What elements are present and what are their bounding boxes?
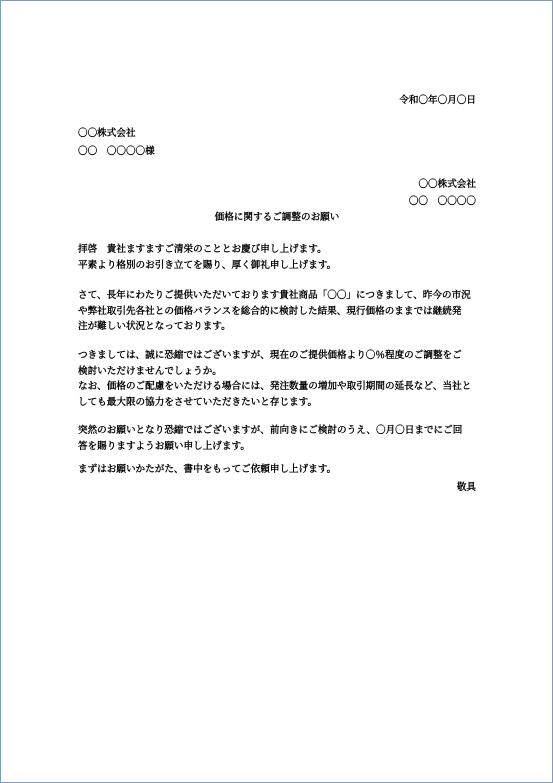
letter-subject: 価格に関するご調整のお願い [214,212,340,223]
paragraph-line: なお、価格のご配慮をいただける場合には、発注数量の増加や取引期間の延長など、当社と [78,381,472,392]
sender-name: 〇〇 〇〇〇〇 [408,196,476,207]
sender-company: 〇〇株式会社 [418,179,476,190]
paragraph-line: 答を賜りますようお願い申し上げます。 [78,440,250,452]
paragraph-line: しても最大限の協力をさせていただきたいと存じます。 [78,396,318,408]
paragraph-greeting [78,242,476,273]
paragraph-line: 検討いただけませんでしょうか。 [78,365,222,377]
recipient-name: 〇〇 〇〇〇〇様 [78,146,155,157]
paragraph-situation [78,288,476,335]
paragraph-request [78,348,476,410]
paragraph-line: や弊社取引先各社との価格バランスを総合的に検討した結果、現行価格のままでは継続発 [78,305,462,317]
paragraph-line: 突然のお願いとなり恐縮ではございますが、前向きにご検討のうえ、〇月〇日までにご回 [78,425,463,436]
paragraph-line: 平素より格別のお引き立てを賜り、厚く御礼申し上げます。 [78,259,337,271]
paragraph-line: つきましては、誠に恐縮ではございますが、現在のご提供価格より〇％程度のご調整をご [78,350,462,361]
closing-keigu: 敬具 [456,482,476,493]
paragraph-closing [78,462,476,478]
paragraph-deadline [78,423,476,454]
paragraph-line: さて、長年にわたりご提供いただいております貴社商品「〇〇」につきまして、昨今の市況 [78,290,471,301]
letter-date: 令和〇年〇月〇日 [399,95,476,106]
paragraph-line: 拝啓 貴社ますますご清栄のこととお慶び申し上げます。 [78,244,327,255]
letter-page [78,0,476,783]
recipient-company: 〇〇株式会社 [78,128,136,139]
paragraph-line: 注が難しい状況となっております。 [78,321,231,332]
paragraph-line: まずはお願いかたがた、書中をもってご依頼申し上げます。 [78,464,337,475]
